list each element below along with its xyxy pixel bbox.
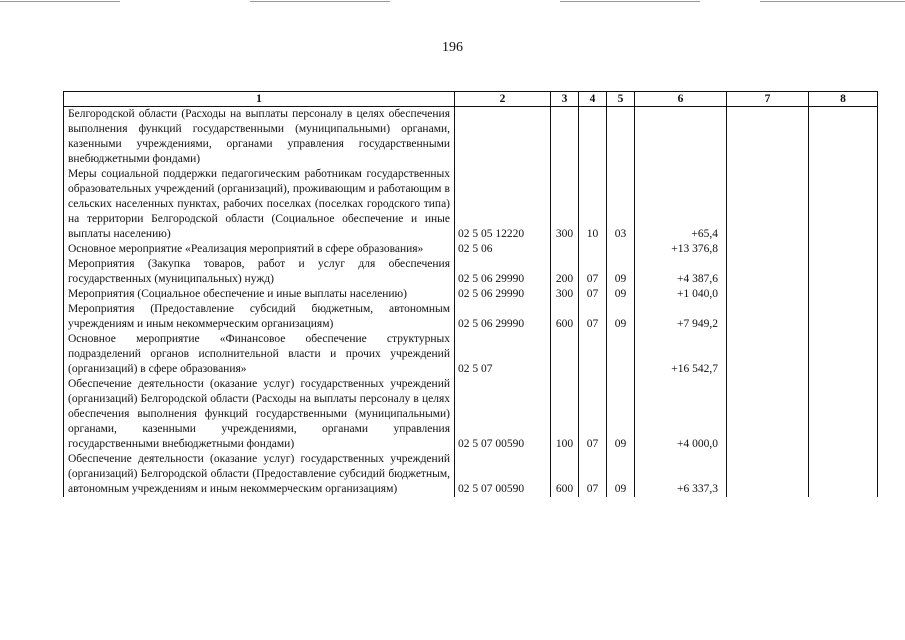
column-header: 3 <box>551 92 579 107</box>
row-col7 <box>727 257 809 287</box>
table-row <box>64 377 878 452</box>
row-section: 07 <box>579 377 607 452</box>
row-code: 02 5 06 29990 <box>455 287 551 302</box>
row-col7 <box>727 242 809 257</box>
row-code: 02 5 07 <box>455 332 551 377</box>
row-col7 <box>727 107 809 168</box>
table-row <box>64 107 878 168</box>
row-expense-type: 300 <box>551 167 579 242</box>
column-header: 7 <box>727 92 809 107</box>
scan-top-edge <box>0 0 905 3</box>
row-description: Мероприятия (Закупка товаров, работ и услуг для обеспечения государственных (муниципальных) нужд) <box>64 257 455 287</box>
row-amount: +16 542,7 <box>635 332 727 377</box>
row-col8 <box>809 452 878 497</box>
column-header: 8 <box>809 92 878 107</box>
row-expense-type: 300 <box>551 287 579 302</box>
row-amount: +65,4 <box>635 167 727 242</box>
budget-table <box>63 91 878 497</box>
row-section: 07 <box>579 287 607 302</box>
row-code: 02 5 06 <box>455 242 551 257</box>
row-code: 02 5 07 00590 <box>455 452 551 497</box>
row-amount: +13 376,8 <box>635 242 727 257</box>
table-row <box>64 302 878 332</box>
column-header: 2 <box>455 92 551 107</box>
row-col8 <box>809 377 878 452</box>
table-header-row <box>64 92 878 107</box>
row-description: Белгородской области (Расходы на выплаты персоналу в целях обеспечения выполнения функций государственными (муниципальными) органами, казенными учреждениями, органами управления государственными внебюджетными фондами) <box>64 107 455 168</box>
row-code: 02 5 06 29990 <box>455 302 551 332</box>
row-description: Мероприятия (Предоставление субсидий бюджетным, автономным учреждениям и иным некоммерческим организациям) <box>64 302 455 332</box>
row-section: 07 <box>579 452 607 497</box>
row-description: Основное мероприятие «Финансовое обеспечение структурных подразделений органов исполнительной власти и прочих учреждений (организаций) в сфере образования» <box>64 332 455 377</box>
row-col8 <box>809 167 878 242</box>
row-col7 <box>727 452 809 497</box>
row-section <box>579 242 607 257</box>
row-col7 <box>727 287 809 302</box>
row-subsection: 09 <box>607 257 635 287</box>
row-col7 <box>727 332 809 377</box>
column-header: 6 <box>635 92 727 107</box>
row-expense-type <box>551 107 579 168</box>
table-row <box>64 452 878 497</box>
row-col8 <box>809 287 878 302</box>
column-header: 1 <box>64 92 455 107</box>
table-row <box>64 242 878 257</box>
table-row <box>64 167 878 242</box>
row-col8 <box>809 257 878 287</box>
row-amount: +4 000,0 <box>635 377 727 452</box>
row-amount <box>635 107 727 168</box>
row-section: 10 <box>579 167 607 242</box>
row-col7 <box>727 167 809 242</box>
row-expense-type <box>551 242 579 257</box>
row-col8 <box>809 242 878 257</box>
row-description: Основное мероприятие «Реализация мероприятий в сфере образования» <box>64 242 455 257</box>
row-subsection: 09 <box>607 287 635 302</box>
row-col8 <box>809 107 878 168</box>
row-section <box>579 332 607 377</box>
row-description: Обеспечение деятельности (оказание услуг) государственных учреждений (организаций) Белгородской области (Расходы на выплаты персоналу в целях обеспечения выполнения функций государственными (муниципальными) органами, казенными учреждениями, органами управления государственными внебюджетными фондами) <box>64 377 455 452</box>
table-row <box>64 287 878 302</box>
row-code: 02 5 06 29990 <box>455 257 551 287</box>
row-section: 07 <box>579 302 607 332</box>
row-subsection: 09 <box>607 377 635 452</box>
row-expense-type: 600 <box>551 302 579 332</box>
table-row <box>64 257 878 287</box>
row-subsection <box>607 107 635 168</box>
row-subsection: 09 <box>607 302 635 332</box>
row-section: 07 <box>579 257 607 287</box>
row-description: Меры социальной поддержки педагогическим работникам государственных образовательных учреждений (организаций), проживающим и работающим в сельских населенных пунктах, рабочих поселках (поселках городского типа) на территории Белгородской области (Социальное обеспечение и иные выплаты населению) <box>64 167 455 242</box>
row-subsection: 09 <box>607 452 635 497</box>
row-subsection <box>607 332 635 377</box>
row-col8 <box>809 302 878 332</box>
row-code: 02 5 05 12220 <box>455 167 551 242</box>
row-expense-type: 600 <box>551 452 579 497</box>
page-number: 196 <box>442 40 463 55</box>
row-amount: +6 337,3 <box>635 452 727 497</box>
column-header: 5 <box>607 92 635 107</box>
row-code <box>455 107 551 168</box>
row-col8 <box>809 332 878 377</box>
row-expense-type: 100 <box>551 377 579 452</box>
row-subsection <box>607 242 635 257</box>
row-section <box>579 107 607 168</box>
row-subsection: 03 <box>607 167 635 242</box>
row-description: Мероприятия (Социальное обеспечение и иные выплаты населению) <box>64 287 455 302</box>
row-amount: +7 949,2 <box>635 302 727 332</box>
column-header: 4 <box>579 92 607 107</box>
row-amount: +1 040,0 <box>635 287 727 302</box>
row-expense-type: 200 <box>551 257 579 287</box>
row-description: Обеспечение деятельности (оказание услуг) государственных учреждений (организаций) Белгородской области (Предоставление субсидий бюджетным, автономным учреждениям и иным некоммерческим организациям) <box>64 452 455 497</box>
row-col7 <box>727 302 809 332</box>
table-row <box>64 332 878 377</box>
row-amount: +4 387,6 <box>635 257 727 287</box>
row-col7 <box>727 377 809 452</box>
row-code: 02 5 07 00590 <box>455 377 551 452</box>
row-expense-type <box>551 332 579 377</box>
